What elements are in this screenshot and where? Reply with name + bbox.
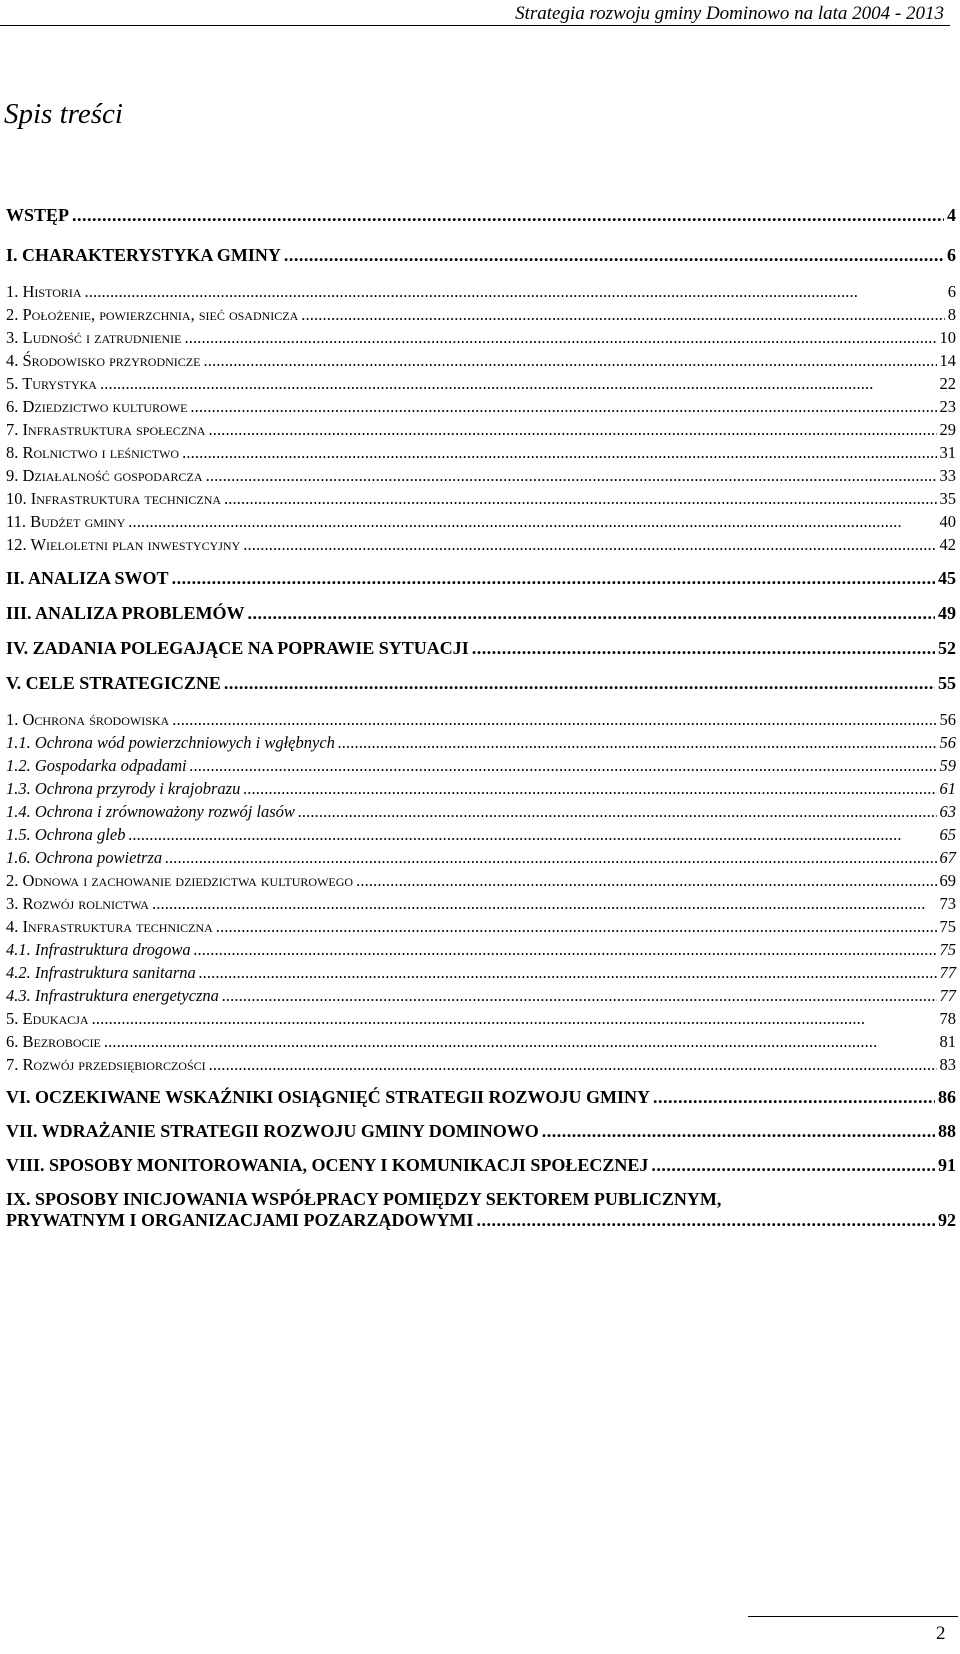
toc-page-number: 65 [939, 825, 956, 844]
toc-entry[interactable] [6, 986, 956, 1006]
toc-leader-dots [653, 1087, 935, 1108]
toc-entry-label: IV. ZADANIA POLEGAJĄCE NA POPRAWIE SYTUACJI [6, 638, 469, 658]
toc-leader-dots [128, 512, 936, 532]
toc-entry-label: 4. Infrastruktura techniczna [6, 917, 213, 936]
toc-leader-dots [477, 1210, 935, 1231]
toc-entry[interactable] [6, 673, 956, 694]
toc-leader-dots [100, 374, 937, 394]
toc-leader-dots [224, 489, 936, 509]
toc-entry[interactable] [6, 603, 956, 624]
toc-entry[interactable] [6, 305, 956, 325]
toc-entry-label: 5. Edukacja [6, 1009, 89, 1028]
toc-entry-ix-line2 [6, 1210, 956, 1231]
toc-entry[interactable] [6, 940, 956, 960]
toc-page-number: 75 [939, 917, 956, 936]
toc-page-number: 56 [939, 733, 956, 752]
toc-entry[interactable] [6, 1055, 956, 1075]
toc-leader-dots [208, 420, 936, 440]
toc-page-number: 42 [939, 535, 956, 554]
toc-entry[interactable] [6, 1155, 956, 1176]
toc-leader-dots [152, 894, 937, 914]
toc-entry-label-line1: IX. SPOSOBY INICJOWANIA WSPÓŁPRACY POMIĘDZY SEKTOREM PUBLICZNYM, [6, 1189, 722, 1209]
toc-leader-dots [248, 603, 935, 624]
toc-page-number: 6 [947, 282, 956, 301]
toc-entry[interactable] [6, 1009, 956, 1029]
toc-entry-label: 1.3. Ochrona przyrody i krajobrazu [6, 779, 241, 798]
toc-page-number: 63 [939, 802, 956, 821]
toc-entry[interactable] [6, 374, 956, 394]
toc-page-number: 45 [938, 568, 956, 588]
toc-entry-ix[interactable] [6, 1189, 956, 1231]
toc-page-number: 31 [939, 443, 956, 462]
toc-entry-label: 2. Położenie, powierzchnia, sieć osadnicza [6, 305, 299, 324]
toc-page-number: 73 [939, 894, 956, 913]
toc-leader-dots [224, 673, 935, 694]
toc-page-number: 69 [939, 871, 956, 890]
toc-leader-dots [301, 305, 944, 325]
toc-entry-label: III. ANALIZA PROBLEMÓW [6, 603, 245, 623]
toc-page-number: 83 [939, 1055, 956, 1074]
toc-entry[interactable] [6, 710, 956, 730]
toc-leader-dots [190, 397, 936, 417]
toc-entry[interactable] [6, 205, 956, 226]
toc-page-number: 33 [939, 466, 956, 485]
toc-entry-label: 1. Ochrona środowiska [6, 710, 170, 729]
toc-leader-dots [222, 986, 937, 1006]
toc-entry-label: 3. Rozwój rolnictwa [6, 894, 149, 913]
toc-leader-dots [542, 1121, 935, 1142]
toc-page-number: 10 [939, 328, 956, 347]
toc-leader-dots [128, 825, 936, 845]
toc-leader-dots [209, 1055, 937, 1075]
header-rule [0, 25, 950, 26]
toc-page-number: 40 [939, 512, 956, 531]
toc-entry[interactable] [6, 638, 956, 659]
toc-entry-label: 12. Wieloletni plan inwestycyjny [6, 535, 241, 554]
toc-entry-label: 3. Ludność i zatrudnienie [6, 328, 182, 347]
toc-leader-dots [203, 351, 936, 371]
toc-leader-dots [172, 710, 936, 730]
toc-leader-dots [243, 535, 936, 555]
toc-entry-label: VI. OCZEKIWANE WSKAŹNIKI OSIĄGNIĘĆ STRATEGII ROZWOJU GMINY [6, 1087, 650, 1107]
page-number: 2 [936, 1623, 946, 1644]
toc-entry-label: WSTĘP [6, 205, 70, 225]
toc-entry-label: 4.2. Infrastruktura sanitarna [6, 963, 196, 982]
footer-rule [748, 1616, 958, 1617]
toc-leader-dots [172, 568, 935, 589]
toc-entry-label: 4. Środowisko przyrodnicze [6, 351, 201, 370]
toc-page-number: 6 [947, 245, 956, 265]
toc-entry-label: 6. Bezrobocie [6, 1032, 101, 1051]
toc-leader-dots [92, 1009, 937, 1029]
toc-entry[interactable] [6, 963, 956, 983]
toc-entry-label: 1.5. Ochrona gleb [6, 825, 126, 844]
toc-entry-label: VII. WDRAŻANIE STRATEGII ROZWOJU GMINY DOMINOWO [6, 1121, 539, 1141]
toc-entry-label-line2: PRYWATNYM I ORGANIZACJAMI POZARZĄDOWYMI [6, 1210, 474, 1230]
toc-entry-label: 1.6. Ochrona powietrza [6, 848, 163, 867]
toc-entry[interactable] [6, 871, 956, 891]
toc-entry-label: 1.2. Gospodarka odpadami [6, 756, 187, 775]
toc-page-number: 56 [939, 710, 956, 729]
toc-leader-dots [190, 756, 937, 776]
toc-leader-dots [243, 779, 936, 799]
toc-leader-dots [199, 963, 937, 983]
toc-page-number: 49 [938, 603, 956, 623]
toc-leader-dots [298, 802, 937, 822]
toc-entry-label: 7. Rozwój przedsiębiorczości [6, 1055, 206, 1074]
toc-entry[interactable] [6, 1087, 956, 1108]
toc-page-number: 55 [938, 673, 956, 693]
toc-leader-dots [104, 1032, 937, 1052]
toc-page-number: 67 [939, 848, 956, 867]
toc-entry-label: 2. Odnowa i zachowanie dziedzictwa kulturowego [6, 871, 354, 890]
toc-entry[interactable] [6, 802, 956, 822]
toc-entry-label: I. CHARAKTERYSTYKA GMINY [6, 245, 281, 265]
toc-entry[interactable] [6, 535, 956, 555]
toc-page-number: 81 [939, 1032, 956, 1051]
toc-entry-label: 9. Działalność gospodarcza [6, 466, 203, 485]
toc-leader-dots [85, 282, 945, 302]
toc-leader-dots [216, 917, 937, 937]
toc-entry[interactable] [6, 733, 956, 753]
toc-leader-dots [356, 871, 936, 891]
toc-entry[interactable] [6, 466, 956, 486]
toc-entry[interactable] [6, 351, 956, 371]
toc-entry[interactable] [6, 1032, 956, 1052]
toc-entry-label: 7. Infrastruktura społeczna [6, 420, 206, 439]
toc-page-number: 86 [938, 1087, 956, 1107]
toc-entry[interactable] [6, 779, 956, 799]
toc-entry[interactable] [6, 512, 956, 532]
toc-page-number: 77 [939, 986, 956, 1005]
toc-page-number: 14 [939, 351, 956, 370]
toc-entry-label: V. CELE STRATEGICZNE [6, 673, 221, 693]
toc-entry[interactable] [6, 825, 956, 845]
toc-entry-label: II. ANALIZA SWOT [6, 568, 169, 588]
toc-page-number: 59 [939, 756, 956, 775]
toc-page-number: 8 [947, 305, 956, 324]
toc-page-number: 78 [939, 1009, 956, 1028]
toc-entry[interactable] [6, 443, 956, 463]
toc-entry-label: 4.3. Infrastruktura energetyczna [6, 986, 219, 1005]
toc-entry-label: 1.4. Ochrona i zrównoważony rozwój lasów [6, 802, 295, 821]
toc-entry-label: 1.1. Ochrona wód powierzchniowych i wgłębnych [6, 733, 335, 752]
toc-entry[interactable] [6, 282, 956, 302]
toc-page-number: 75 [939, 940, 956, 959]
running-header: Strategia rozwoju gminy Dominowo na lata 2004 - 2013 [515, 3, 944, 24]
toc-entry-label: 10. Infrastruktura techniczna [6, 489, 222, 508]
toc-leader-dots [651, 1155, 935, 1176]
toc-leader-dots [472, 638, 935, 659]
toc-entry-label: VIII. SPOSOBY MONITOROWANIA, OCENY I KOMUNIKACJI SPOŁECZNEJ [6, 1155, 649, 1175]
toc-entry-label: 8. Rolnictwo i leśnictwo [6, 443, 180, 462]
toc-entry[interactable] [6, 568, 956, 589]
toc-leader-dots [194, 940, 937, 960]
toc-leader-dots [182, 443, 936, 463]
toc-page-number: 91 [938, 1155, 956, 1175]
toc-entry-label: 11. Budżet gminy [6, 512, 126, 531]
toc-entry[interactable] [6, 756, 956, 776]
toc-leader-dots [284, 245, 944, 266]
toc-page-number: 52 [938, 638, 956, 658]
toc-entry[interactable] [6, 397, 956, 417]
toc-page-number: 22 [939, 374, 956, 393]
toc-page-number: 4 [947, 205, 956, 225]
toc-page-number: 35 [939, 489, 956, 508]
toc-entry-label: 1. Historia [6, 282, 82, 301]
toc-page-number: 77 [939, 963, 956, 982]
toc-entry[interactable] [6, 328, 956, 348]
toc-entry[interactable] [6, 1121, 956, 1142]
toc-page-number: 61 [939, 779, 956, 798]
toc-page-number: 88 [938, 1121, 956, 1141]
toc-entry[interactable] [6, 420, 956, 440]
toc-entry-label: 4.1. Infrastruktura drogowa [6, 940, 191, 959]
toc-leader-dots [184, 328, 936, 348]
toc-entry[interactable] [6, 489, 956, 509]
toc-page-number: 92 [938, 1210, 956, 1230]
toc-leader-dots [338, 733, 937, 753]
toc-leader-dots [206, 466, 937, 486]
toc-page-number: 29 [939, 420, 956, 439]
toc-entry[interactable] [6, 894, 956, 914]
toc-leader-dots [72, 205, 944, 226]
toc-page-number: 23 [939, 397, 956, 416]
toc-entry[interactable] [6, 245, 956, 266]
page-title: Spis treści [4, 98, 123, 130]
toc-leader-dots [165, 848, 936, 868]
toc-entry[interactable] [6, 848, 956, 868]
toc-entry-label: 6. Dziedzictwo kulturowe [6, 397, 188, 416]
toc-entry[interactable] [6, 917, 956, 937]
toc-entry-label: 5. Turystyka [6, 374, 97, 393]
